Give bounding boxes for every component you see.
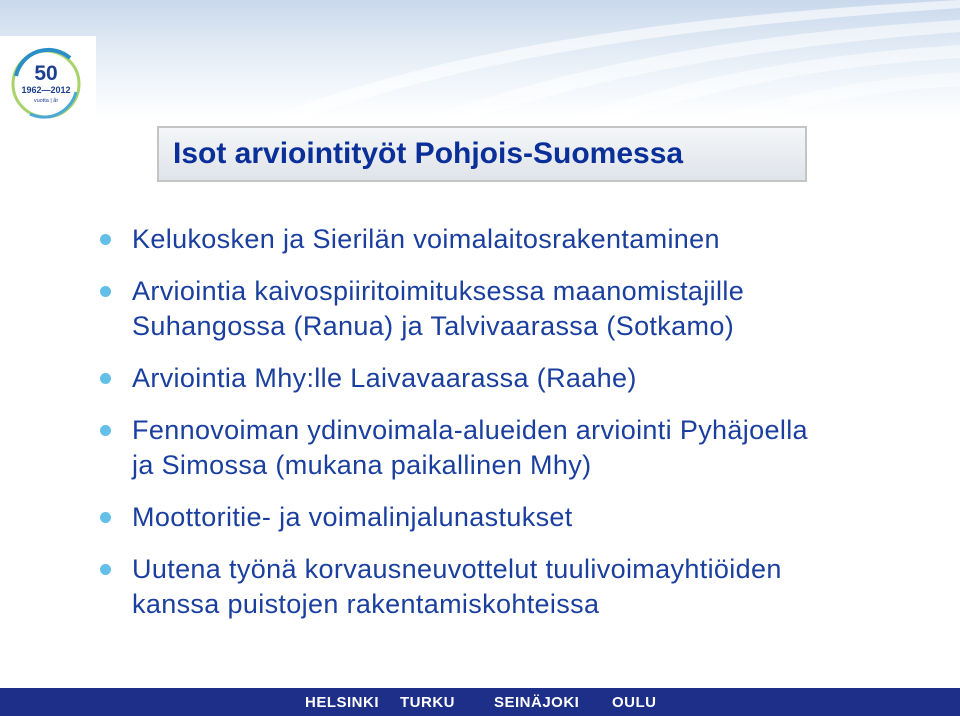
bullet-dot-icon	[100, 425, 111, 436]
bullet-text: Arviointia Mhy:lle Laivavaarassa (Raahe)	[132, 363, 637, 393]
footer-city-oulu: OULU	[612, 694, 657, 711]
bullet-list	[100, 222, 940, 639]
bullet-text: Moottoritie- ja voimalinjalunastukset	[132, 502, 573, 532]
bullet-text: Arviointia kaivospiiritoimituksessa maanomistajille	[132, 276, 745, 306]
bullet-item	[100, 552, 940, 622]
bullet-text: ja Simossa (mukana paikallinen Mhy)	[132, 450, 592, 480]
bullet-item	[100, 500, 940, 535]
logo-emblem-icon	[0, 36, 96, 132]
bullet-item	[100, 222, 940, 257]
bullet-text: Kelukosken ja Sierilän voimalaitosrakentaminen	[132, 224, 720, 254]
footer-city-helsinki: HELSINKI	[305, 694, 380, 711]
bullet-dot-icon	[100, 564, 111, 575]
title-box	[157, 126, 807, 182]
bullet-text: Uutena työnä korvausneuvottelut tuulivoimayhtiöiden	[132, 554, 782, 584]
page-title: Isot arviointityöt Pohjois-Suomessa	[173, 137, 684, 170]
logo-number: 50	[34, 62, 58, 85]
bullet-dot-icon	[100, 234, 111, 245]
bullet-dot-icon	[100, 373, 111, 384]
footer-city-turku: TURKU	[400, 694, 455, 711]
bullet-text: kanssa puistojen rakentamiskohteissa	[132, 589, 600, 619]
bullet-item	[100, 413, 940, 483]
wave-decoration	[0, 0, 960, 120]
footer-bar	[0, 688, 960, 716]
anniversary-logo	[0, 36, 96, 132]
bullet-dot-icon	[100, 512, 111, 523]
logo-tagline: vuotta | år	[33, 98, 59, 104]
header-band	[0, 0, 960, 120]
footer-city-seinajoki: SEINÄJOKI	[494, 694, 580, 711]
bullet-text: Fennovoiman ydinvoimala-alueiden arviointi Pyhäjoella	[132, 415, 808, 445]
bullet-text: Suhangossa (Ranua) ja Talvivaarassa (Sotkamo)	[132, 311, 735, 341]
logo-years: 1962—2012	[21, 85, 71, 95]
bullet-item	[100, 361, 940, 396]
bullet-dot-icon	[100, 286, 111, 297]
bullet-item	[100, 274, 940, 344]
